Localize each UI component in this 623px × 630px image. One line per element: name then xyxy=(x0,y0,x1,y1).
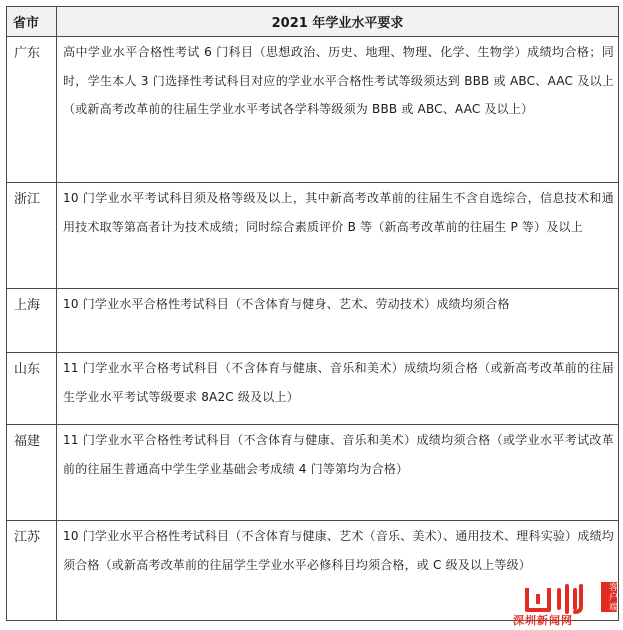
table-row xyxy=(7,425,619,521)
requirement-cell: 高中学业水平合格性考试 6 门科目（思想政治、历史、地理、物理、化学、生物学）成绩均合格；同时，学生本人 3 门选择性考试科目对应的学业水平合格性考试等级须达到 BBB 或 ABC、AAC 及以上（或新高考改革前的往届生学业水平考试各学科等级须为 BBB 或 ABC、AAC 及以上） xyxy=(57,37,619,183)
province-cell: 广东 xyxy=(7,37,57,183)
watermark-caption: 深圳新闻网 xyxy=(513,614,573,627)
province-cell: 上海 xyxy=(7,289,57,353)
requirement-cell: 11 门学业水平合格性考试科目（不含体育与健康、音乐和美术）成绩均须合格（或学业水平考试改革前的往届生普通高中学生学业基础会考成绩 4 门等第均为合格） xyxy=(57,425,619,521)
province-cell: 福建 xyxy=(7,425,57,521)
requirements-table xyxy=(6,6,619,621)
requirement-cell: 10 门学业水平考试科目须及格等级及以上，其中新高考改革前的往届生不含自选综合，信息技术和通用技术取等第高者计为技术成绩；同时综合素质评价 B 等（新高考改革前的往届生 P 等）及以上 xyxy=(57,183,619,289)
table-header-row xyxy=(7,7,619,37)
province-cell: 浙江 xyxy=(7,183,57,289)
table-row xyxy=(7,37,619,183)
requirement-cell: 10 门学业水平合格性考试科目（不含体育与健身、艺术、劳动技术）成绩均须合格 xyxy=(57,289,619,353)
watermark-tag: 客户端 xyxy=(601,582,617,612)
requirement-cell: 10 门学业水平合格性考试科目（不含体育与健康、艺术（音乐、美术）、通用技术、理科实验）成绩均须合格（或新高考改革前的往届学生学业水平必修科目均须合格，或 C 级及以上等级） xyxy=(57,521,619,621)
province-column-header: 省市 xyxy=(7,7,57,37)
requirement-column-header: 2021 年学业水平要求 xyxy=(57,7,619,37)
news-site-watermark xyxy=(511,582,619,628)
table-row xyxy=(7,353,619,425)
province-cell: 山东 xyxy=(7,353,57,425)
table-row xyxy=(7,289,619,353)
table-row xyxy=(7,183,619,289)
shenzhen-logo-icon xyxy=(519,584,593,614)
province-cell: 江苏 xyxy=(7,521,57,621)
requirement-cell: 11 门学业水平合格考试科目（不含体育与健康、音乐和美术）成绩均须合格（或新高考改革前的往届生学业水平考试等级要求 8A2C 级及以上） xyxy=(57,353,619,425)
